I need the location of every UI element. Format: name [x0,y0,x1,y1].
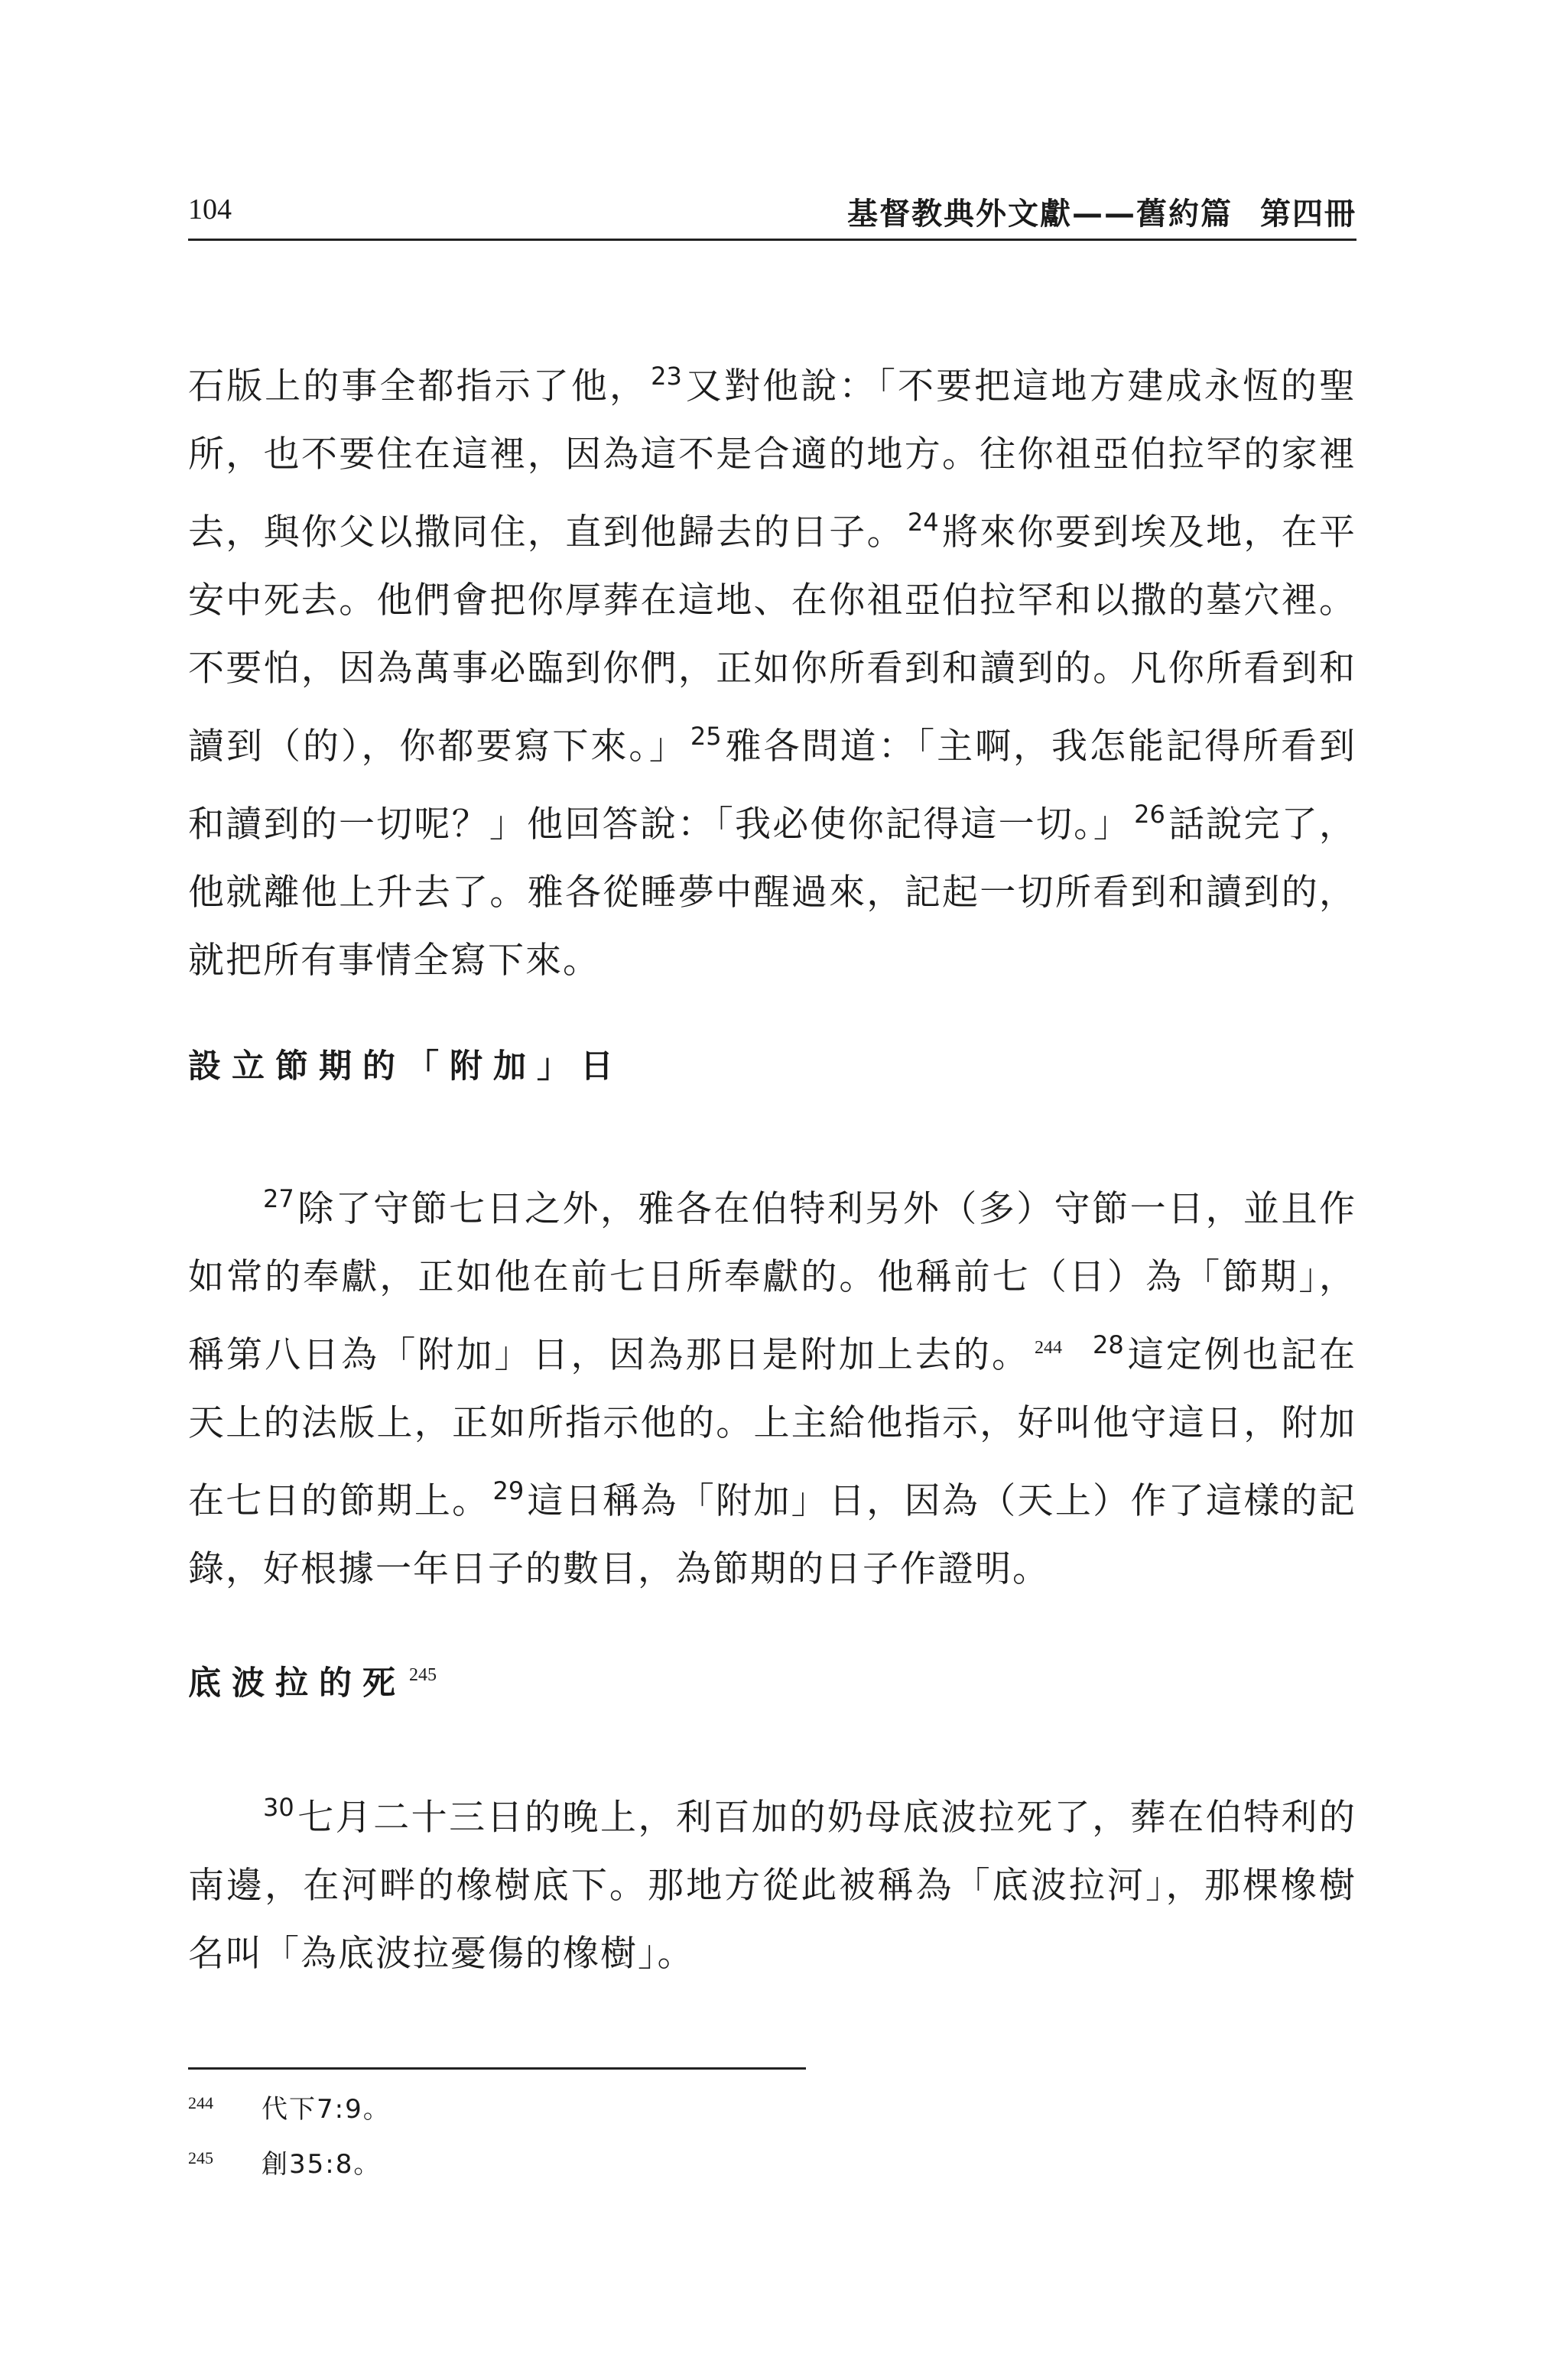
paragraph-1 [188,343,1356,995]
header-rule [188,239,1356,241]
heading-text: 底波拉的死 [188,1664,406,1703]
volume-label: 第四冊 [1260,196,1356,232]
footnotes [188,2067,806,2186]
footnote-text: 代下7:9。 [262,2094,391,2125]
footnote-ref[interactable]: 244 [1035,1338,1063,1358]
verse-number: 23 [651,362,682,391]
footnote-244 [188,2076,806,2131]
footnote-rule [188,2067,806,2070]
section-heading [188,1641,1356,1710]
footnote-245 [188,2131,806,2186]
footnote-ref[interactable]: 245 [409,1665,437,1685]
text-segment: 七月二十三日的晚上，利百加的奶母底波拉死了，葬在伯特利的南邊，在河畔的橡樹底下。那地方從此被稱為「底波拉河」，那棵橡樹名叫「為底波拉憂傷的橡樹」。 [188,1797,1356,1975]
paragraph-2 [188,1165,1356,1603]
page-header [188,193,1356,242]
text-segment: 除了守節七日之外，雅各在伯特利另外（多）守節一日，並且作如常的奉獻，正如他在前七日所奉獻的。他稱前七（日）為「節期」，稱第八日為「附加」日，因為那日是附加上去的。 [188,1188,1356,1376]
verse-number: 24 [907,508,939,537]
text-segment: 這定例也記在天上的法版上，正如所指示他的。上主給他指示，好叫他守這日，附加在七日的節期上。 [188,1334,1357,1522]
text-segment: 將來你要到埃及地，在平安中死去。他們會把你厚葬在這地、在你祖亞伯拉罕和以撒的墓穴裡。不要怕，因為萬事必臨到你們，正如你所看到和讀到的。凡你所看到和讀到（的），你都要寫下來。」 [188,511,1357,768]
verse-number: 27 [263,1184,294,1213]
section-heading: 設立節期的「附加」日 [188,1047,624,1086]
text-segment: 石版上的事全都指示了他， [188,365,648,407]
page-number: 104 [188,193,232,226]
verse-number: 28 [1093,1330,1124,1359]
text-segment: 雅各問道：「主啊，我怎能記得所看到和讀到的一切呢？」他回答說：「我必使你記得這一切。」 [188,726,1357,846]
verse-number: 30 [263,1793,294,1822]
book-title: 基督教典外文獻——舊約篇 [847,196,1233,232]
text-segment: 這日稱為「附加」日，因為（天上）作了這樣的記錄，好根據一年日子的數目，為節期的日子作證明。 [188,1480,1357,1590]
verse-number: 25 [690,722,722,751]
paragraph-3 [188,1774,1356,1988]
text-segment: 又對他說：「不要把這地方建成永恆的聖所，也不要住在這裡，因為這不是合適的地方。往你祖亞伯拉罕的家裡去，與你父以撒同住，直到他歸去的日子。 [188,365,1357,554]
verse-number: 26 [1134,800,1165,829]
footnote-text: 創35:8。 [262,2149,382,2180]
footnote-number: 244 [188,2093,213,2112]
footnote-number: 245 [188,2148,213,2167]
main-text [188,343,1356,1988]
verse-number: 29 [492,1476,525,1505]
running-head [847,190,1356,233]
text-segment: 話說完了，他就離他上升去了。雅各從睡夢中醒過來，記起一切所看到和讀到的，就把所有事情全寫下來。 [188,804,1357,982]
